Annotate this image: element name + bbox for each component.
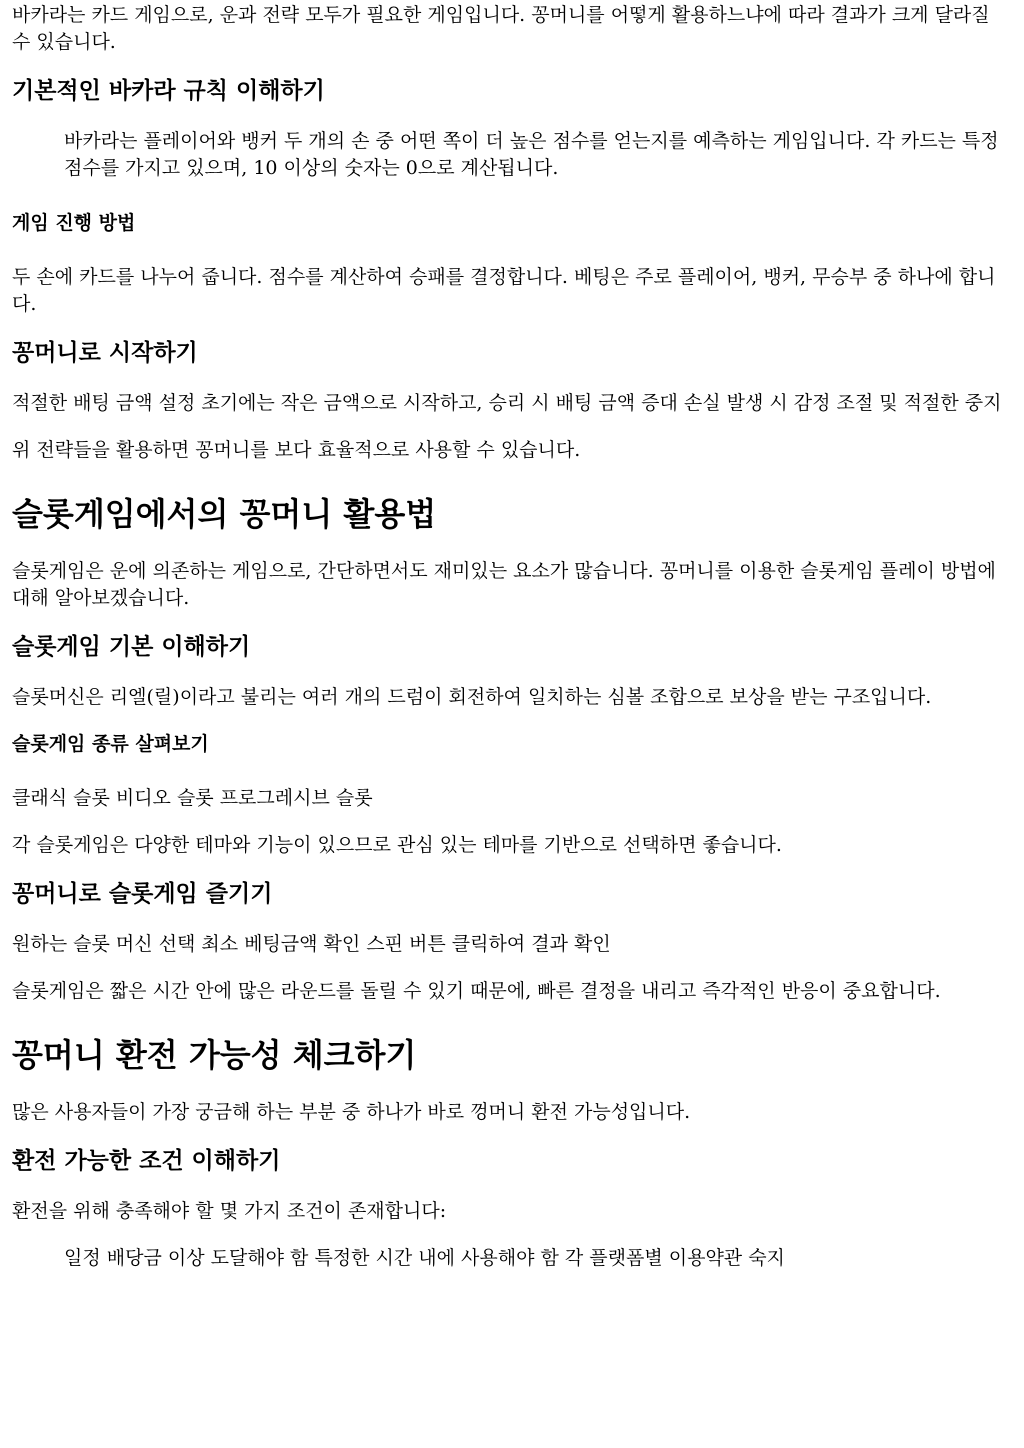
paragraph-start-with-money: 적절한 배팅 금액 설정 초기에는 작은 금액으로 시작하고, 승리 시 배팅 금액 증대 손실 발생 시 감정 조절 및 적절한 중지 <box>12 392 1002 414</box>
heading-exchange-section: 꽁머니 환전 가능성 체크하기 <box>12 1036 417 1074</box>
quote-exchange-conditions: 일정 배당금 이상 도달해야 함 특정한 시간 내에 사용해야 함 각 플랫폼별 이용약관 숙지 <box>64 1247 785 1269</box>
heading-enjoy-slot: 꽁머니로 슬롯게임 즐기기 <box>12 881 273 907</box>
heading-slot-basics: 슬롯게임 기본 이해하기 <box>12 634 251 660</box>
paragraph-enjoy-slot: 원하는 슬롯 머신 선택 최소 베팅금액 확인 스핀 버튼 클릭하여 결과 확인 <box>12 933 611 955</box>
paragraph-slot-intro: 슬롯게임은 운에 의존하는 게임으로, 간단하면서도 재미있는 요소가 많습니다. 꽁머니를 이용한 슬롯게임 플레이 방법에 대해 알아보겠습니다. <box>12 560 996 609</box>
quote-basic-rules: 바카라는 플레이어와 뱅커 두 개의 손 중 어떤 쪽이 더 높은 점수를 얻는지를 예측하는 게임입니다. 각 카드는 특정 점수를 가지고 있으며, 10 이상의 숫자는 0으로 계산됩니다. <box>64 130 999 179</box>
paragraph-slot-types: 클래식 슬롯 비디오 슬롯 프로그레시브 슬롯 <box>12 787 373 809</box>
heading-start-with-money: 꽁머니로 시작하기 <box>12 340 198 366</box>
paragraph-game-progress: 두 손에 카드를 나누어 줍니다. 점수를 계산하여 승패를 결정합니다. 베팅은 주로 플레이어, 뱅커, 무승부 중 하나에 합니다. <box>12 266 996 315</box>
article-page <box>0 2 1024 1272</box>
heading-slot-section: 슬롯게임에서의 꽁머니 활용법 <box>12 495 437 533</box>
paragraph-slot-theme: 각 슬롯게임은 다양한 테마와 기능이 있으므로 관심 있는 테마를 기반으로 선택하면 좋습니다. <box>12 834 782 856</box>
heading-slot-types: 슬롯게임 종류 살펴보기 <box>12 733 209 755</box>
paragraph-exchange-intro: 많은 사용자들이 가장 궁금해 하는 부분 중 하나가 바로 껑머니 환전 가능성입니다. <box>12 1101 691 1123</box>
intro-paragraph: 바카라는 카드 게임으로, 운과 전략 모두가 필요한 게임입니다. 꽁머니를 어떻게 활용하느냐에 따라 결과가 크게 달라질 수 있습니다. <box>12 4 990 53</box>
paragraph-slot-speed: 슬롯게임은 짧은 시간 안에 많은 라운드를 돌릴 수 있기 때문에, 빠른 결정을 내리고 즉각적인 반응이 중요합니다. <box>12 980 941 1002</box>
paragraph-exchange-conditions: 환전을 위해 충족해야 할 몇 가지 조건이 존재합니다: <box>12 1200 447 1222</box>
heading-game-progress: 게임 진행 방법 <box>12 212 136 234</box>
heading-exchange-conditions: 환전 가능한 조건 이해하기 <box>12 1148 281 1174</box>
heading-basic-rules: 기본적인 바카라 규칙 이해하기 <box>12 78 325 104</box>
paragraph-slot-basics: 슬롯머신은 리엘(릴)이라고 불리는 여러 개의 드럼이 회전하여 일치하는 심볼 조합으로 보상을 받는 구조입니다. <box>12 686 932 708</box>
paragraph-strategy-summary: 위 전략들을 활용하면 꽁머니를 보다 효율적으로 사용할 수 있습니다. <box>12 439 581 461</box>
